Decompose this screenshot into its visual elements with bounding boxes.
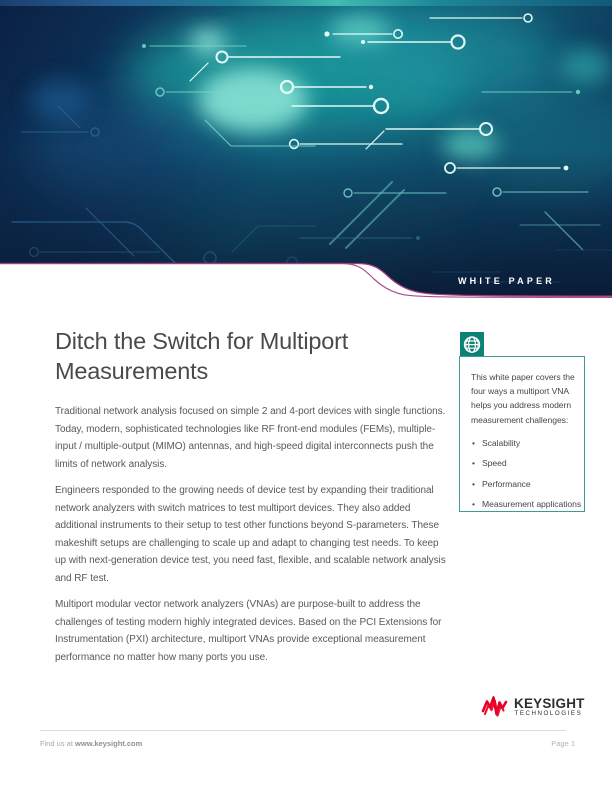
keysight-logo-name: KEYSIGHT [514,696,585,711]
bullet-item-scalability: • Scalability [471,436,584,450]
keysight-logo [481,694,585,720]
paragraph-3: Multiport modular vector network analyzers (VNAs) are purpose-built to address the challenges of testing modern highly integrated devices. Based on the PCI Extensions for Instrumentation (PXI) architecture, multiport VNAs provide exceptional measurement performance no matter how many ports you use. [55,599,442,663]
website-link[interactable]: www.keysight.com [75,739,143,748]
sidebar-bullet-list [471,436,584,512]
page-number: Page 1 [551,739,575,748]
bullet-item-measurement-applications: • Measurement applications [471,497,584,511]
paragraph-1: Traditional network analysis focused on simple 2 and 4-port devices with single functions. Today, modern, sophisticated technologies like RF front-end modules (FEMs), multiple-input / multiple-output (MIMO) antennas, and high-speed digital interconnects push the limits of network analysis. [55,406,446,470]
article-body [55,403,449,675]
bullet-item-performance: • Performance [471,477,584,491]
hero-banner [0,0,612,298]
circuit-board-hero-image [0,0,612,298]
keysight-logo-subname: TECHNOLOGIES [514,710,583,717]
paragraph-2: Engineers responded to the growing needs of device test by expanding their traditional network analyzers with switch matrices to test multiport devices. They also added additional instruments to their setup to test other functions beyond S-parameters. These makeshift setups are challenging to scale up and adapt to changing test needs. To keep up with next-generation device test, you need fast, flexible, and scalable network analysis and RF test. [55,485,446,584]
bullet-item-speed: • Speed [471,456,584,470]
footer-find-us [40,739,142,748]
callout-intro: This white paper covers the four ways a multiport VNA helps you address modern measurement challenges: [471,372,575,425]
footer-divider [40,730,566,731]
page-title: Ditch the Switch for Multiport Measurements [55,328,349,384]
white-paper-label: WHITE PAPER [457,276,555,286]
find-us-prefix: Find us at [40,739,76,748]
keysight-spark-icon [481,694,511,720]
sidebar-callout-box [459,356,585,512]
globe-icon [460,332,484,356]
